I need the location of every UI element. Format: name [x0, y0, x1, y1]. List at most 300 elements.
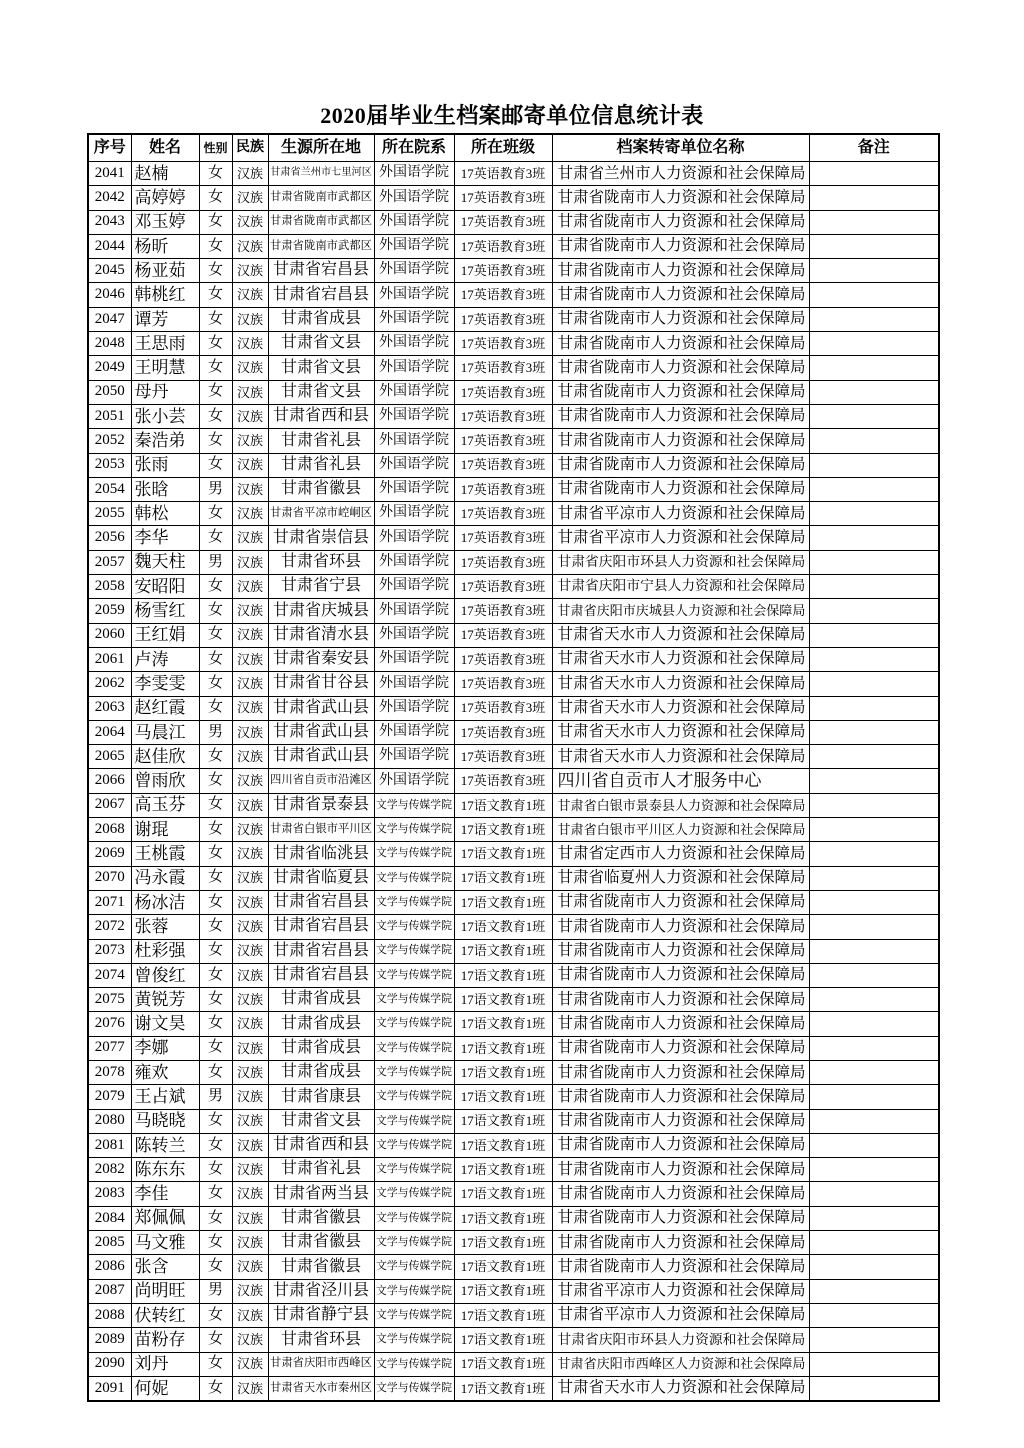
cell-name: 谢琨	[131, 818, 199, 842]
cell-origin: 甘肃省徽县	[268, 1231, 374, 1255]
table-row	[88, 234, 939, 258]
cell-ethnicity: 汉族	[232, 647, 268, 671]
cell-department: 文学与传媒学院	[374, 818, 454, 842]
cell-archive-unit: 甘肃省陇南市人力资源和社会保障局	[552, 380, 809, 404]
cell-origin: 甘肃省陇南市武都区	[268, 234, 374, 258]
cell-serial: 2065	[88, 745, 131, 769]
cell-department: 外国语学院	[374, 745, 454, 769]
cell-remarks	[809, 1182, 939, 1206]
cell-ethnicity: 汉族	[232, 526, 268, 550]
cell-gender: 女	[199, 502, 232, 526]
cell-remarks	[809, 1158, 939, 1182]
cell-class: 17英语教育3班	[454, 623, 552, 647]
cell-class: 17语文教育1班	[454, 1133, 552, 1157]
cell-name: 邓玉婷	[131, 210, 199, 234]
table-row	[88, 1085, 939, 1109]
cell-archive-unit: 甘肃省庆阳市庆城县人力资源和社会保障局	[552, 599, 809, 623]
cell-serial: 2041	[88, 162, 131, 186]
col-header-gender: 性别	[199, 134, 232, 162]
cell-serial: 2055	[88, 502, 131, 526]
cell-remarks	[809, 526, 939, 550]
cell-origin: 甘肃省宕昌县	[268, 963, 374, 987]
cell-archive-unit: 甘肃省陇南市人力资源和社会保障局	[552, 453, 809, 477]
table-row	[88, 769, 939, 793]
cell-class: 17语文教育1班	[454, 915, 552, 939]
cell-remarks	[809, 915, 939, 939]
cell-origin: 甘肃省成县	[268, 307, 374, 331]
cell-department: 外国语学院	[374, 720, 454, 744]
cell-archive-unit: 甘肃省陇南市人力资源和社会保障局	[552, 1206, 809, 1230]
cell-remarks	[809, 1109, 939, 1133]
cell-origin: 甘肃省临夏县	[268, 866, 374, 890]
table-row	[88, 939, 939, 963]
cell-remarks	[809, 477, 939, 501]
cell-ethnicity: 汉族	[232, 1279, 268, 1303]
cell-gender: 女	[199, 818, 232, 842]
cell-name: 韩松	[131, 502, 199, 526]
cell-remarks	[809, 1060, 939, 1084]
cell-department: 文学与传媒学院	[374, 1158, 454, 1182]
cell-gender: 女	[199, 793, 232, 817]
cell-remarks	[809, 575, 939, 599]
cell-remarks	[809, 186, 939, 210]
cell-class: 17英语教育3班	[454, 477, 552, 501]
cell-department: 外国语学院	[374, 283, 454, 307]
cell-remarks	[809, 1279, 939, 1303]
cell-archive-unit: 甘肃省临夏州人力资源和社会保障局	[552, 866, 809, 890]
cell-department: 外国语学院	[374, 696, 454, 720]
cell-gender: 女	[199, 429, 232, 453]
cell-archive-unit: 甘肃省平凉市人力资源和社会保障局	[552, 1303, 809, 1327]
cell-department: 外国语学院	[374, 332, 454, 356]
cell-serial: 2064	[88, 720, 131, 744]
table-row	[88, 259, 939, 283]
cell-remarks	[809, 332, 939, 356]
cell-class: 17英语教育3班	[454, 672, 552, 696]
cell-remarks	[809, 1133, 939, 1157]
cell-name: 张含	[131, 1255, 199, 1279]
cell-name: 安昭阳	[131, 575, 199, 599]
cell-ethnicity: 汉族	[232, 332, 268, 356]
cell-archive-unit: 甘肃省陇南市人力资源和社会保障局	[552, 915, 809, 939]
cell-archive-unit: 甘肃省平凉市人力资源和社会保障局	[552, 502, 809, 526]
cell-name: 高婷婷	[131, 186, 199, 210]
cell-origin: 甘肃省宕昌县	[268, 939, 374, 963]
cell-archive-unit: 甘肃省天水市人力资源和社会保障局	[552, 720, 809, 744]
table-row	[88, 356, 939, 380]
cell-name: 赵红霞	[131, 696, 199, 720]
cell-archive-unit: 甘肃省天水市人力资源和社会保障局	[552, 1376, 809, 1401]
cell-remarks	[809, 404, 939, 428]
cell-class: 17英语教育3班	[454, 526, 552, 550]
table-row	[88, 1303, 939, 1327]
cell-origin: 甘肃省文县	[268, 1109, 374, 1133]
cell-archive-unit: 甘肃省陇南市人力资源和社会保障局	[552, 259, 809, 283]
cell-archive-unit: 甘肃省陇南市人力资源和社会保障局	[552, 477, 809, 501]
cell-origin: 甘肃省成县	[268, 988, 374, 1012]
cell-origin: 甘肃省泾川县	[268, 1279, 374, 1303]
cell-name: 陈东东	[131, 1158, 199, 1182]
cell-archive-unit: 甘肃省陇南市人力资源和社会保障局	[552, 1158, 809, 1182]
cell-ethnicity: 汉族	[232, 1182, 268, 1206]
cell-origin: 甘肃省秦安县	[268, 647, 374, 671]
cell-department: 文学与传媒学院	[374, 1182, 454, 1206]
cell-department: 文学与传媒学院	[374, 1376, 454, 1401]
cell-archive-unit: 甘肃省陇南市人力资源和社会保障局	[552, 1060, 809, 1084]
cell-ethnicity: 汉族	[232, 259, 268, 283]
cell-archive-unit: 甘肃省陇南市人力资源和社会保障局	[552, 1085, 809, 1109]
cell-name: 冯永霞	[131, 866, 199, 890]
cell-class: 17语文教育1班	[454, 1109, 552, 1133]
table-row	[88, 502, 939, 526]
cell-ethnicity: 汉族	[232, 1133, 268, 1157]
cell-gender: 女	[199, 526, 232, 550]
cell-ethnicity: 汉族	[232, 745, 268, 769]
cell-gender: 女	[199, 1206, 232, 1230]
cell-name: 王占斌	[131, 1085, 199, 1109]
table-row	[88, 210, 939, 234]
cell-archive-unit: 甘肃省陇南市人力资源和社会保障局	[552, 1182, 809, 1206]
cell-origin: 甘肃省宕昌县	[268, 890, 374, 914]
cell-ethnicity: 汉族	[232, 307, 268, 331]
cell-gender: 男	[199, 720, 232, 744]
cell-origin: 甘肃省宁县	[268, 575, 374, 599]
cell-name: 韩桃红	[131, 283, 199, 307]
cell-gender: 女	[199, 672, 232, 696]
cell-origin: 甘肃省宕昌县	[268, 915, 374, 939]
cell-serial: 2043	[88, 210, 131, 234]
cell-ethnicity: 汉族	[232, 1158, 268, 1182]
cell-remarks	[809, 818, 939, 842]
cell-class: 17语文教育1班	[454, 818, 552, 842]
cell-gender: 女	[199, 356, 232, 380]
cell-serial: 2089	[88, 1328, 131, 1352]
cell-remarks	[809, 210, 939, 234]
col-header-department: 所在院系	[374, 134, 454, 162]
cell-name: 黄锐芳	[131, 988, 199, 1012]
cell-class: 17英语教育3班	[454, 453, 552, 477]
cell-name: 赵楠	[131, 162, 199, 186]
cell-archive-unit: 甘肃省平凉市人力资源和社会保障局	[552, 526, 809, 550]
cell-gender: 女	[199, 234, 232, 258]
cell-origin: 甘肃省徽县	[268, 1206, 374, 1230]
cell-origin: 甘肃省礼县	[268, 429, 374, 453]
cell-serial: 2060	[88, 623, 131, 647]
cell-serial: 2088	[88, 1303, 131, 1327]
cell-name: 尚明旺	[131, 1279, 199, 1303]
cell-serial: 2052	[88, 429, 131, 453]
cell-serial: 2059	[88, 599, 131, 623]
cell-ethnicity: 汉族	[232, 769, 268, 793]
cell-class: 17英语教育3班	[454, 186, 552, 210]
cell-archive-unit: 甘肃省陇南市人力资源和社会保障局	[552, 234, 809, 258]
cell-ethnicity: 汉族	[232, 1036, 268, 1060]
cell-remarks	[809, 599, 939, 623]
cell-serial: 2057	[88, 550, 131, 574]
cell-ethnicity: 汉族	[232, 404, 268, 428]
cell-class: 17英语教育3班	[454, 404, 552, 428]
cell-class: 17语文教育1班	[454, 1036, 552, 1060]
cell-serial: 2075	[88, 988, 131, 1012]
cell-archive-unit: 甘肃省庆阳市西峰区人力资源和社会保障局	[552, 1352, 809, 1376]
table-row	[88, 404, 939, 428]
table-row	[88, 818, 939, 842]
col-header-class: 所在班级	[454, 134, 552, 162]
cell-remarks	[809, 234, 939, 258]
cell-serial: 2066	[88, 769, 131, 793]
cell-class: 17英语教育3班	[454, 429, 552, 453]
cell-origin: 甘肃省环县	[268, 1328, 374, 1352]
cell-ethnicity: 汉族	[232, 1255, 268, 1279]
cell-origin: 甘肃省临洮县	[268, 842, 374, 866]
cell-name: 杨雪红	[131, 599, 199, 623]
table-row	[88, 162, 939, 186]
cell-department: 文学与传媒学院	[374, 842, 454, 866]
cell-origin: 甘肃省西和县	[268, 404, 374, 428]
table-row	[88, 866, 939, 890]
cell-gender: 女	[199, 1303, 232, 1327]
cell-department: 外国语学院	[374, 429, 454, 453]
cell-ethnicity: 汉族	[232, 575, 268, 599]
cell-archive-unit: 甘肃省天水市人力资源和社会保障局	[552, 623, 809, 647]
cell-origin: 甘肃省成县	[268, 1012, 374, 1036]
cell-department: 文学与传媒学院	[374, 963, 454, 987]
cell-remarks	[809, 1328, 939, 1352]
cell-class: 17语文教育1班	[454, 1012, 552, 1036]
cell-class: 17英语教育3班	[454, 575, 552, 599]
cell-ethnicity: 汉族	[232, 672, 268, 696]
cell-department: 文学与传媒学院	[374, 1012, 454, 1036]
cell-origin: 甘肃省陇南市武都区	[268, 210, 374, 234]
table-row	[88, 915, 939, 939]
cell-origin: 甘肃省景泰县	[268, 793, 374, 817]
cell-archive-unit: 甘肃省天水市人力资源和社会保障局	[552, 672, 809, 696]
cell-ethnicity: 汉族	[232, 988, 268, 1012]
cell-archive-unit: 甘肃省陇南市人力资源和社会保障局	[552, 1012, 809, 1036]
cell-remarks	[809, 890, 939, 914]
table-row	[88, 453, 939, 477]
cell-archive-unit: 甘肃省庆阳市环县人力资源和社会保障局	[552, 550, 809, 574]
cell-ethnicity: 汉族	[232, 477, 268, 501]
cell-archive-unit: 甘肃省陇南市人力资源和社会保障局	[552, 429, 809, 453]
cell-archive-unit: 甘肃省陇南市人力资源和社会保障局	[552, 1036, 809, 1060]
cell-gender: 女	[199, 380, 232, 404]
cell-archive-unit: 甘肃省陇南市人力资源和社会保障局	[552, 307, 809, 331]
cell-class: 17英语教育3班	[454, 550, 552, 574]
cell-remarks	[809, 720, 939, 744]
cell-serial: 2071	[88, 890, 131, 914]
table-row	[88, 477, 939, 501]
cell-origin: 甘肃省文县	[268, 332, 374, 356]
cell-origin: 甘肃省崇信县	[268, 526, 374, 550]
cell-serial: 2044	[88, 234, 131, 258]
cell-serial: 2081	[88, 1133, 131, 1157]
cell-ethnicity: 汉族	[232, 963, 268, 987]
cell-gender: 女	[199, 332, 232, 356]
cell-name: 曾俊红	[131, 963, 199, 987]
table-row	[88, 429, 939, 453]
cell-name: 马晓晓	[131, 1109, 199, 1133]
cell-serial: 2050	[88, 380, 131, 404]
cell-ethnicity: 汉族	[232, 283, 268, 307]
cell-archive-unit: 甘肃省陇南市人力资源和社会保障局	[552, 1109, 809, 1133]
cell-ethnicity: 汉族	[232, 1109, 268, 1133]
cell-department: 外国语学院	[374, 526, 454, 550]
cell-serial: 2074	[88, 963, 131, 987]
cell-archive-unit: 甘肃省白银市景泰县人力资源和社会保障局	[552, 793, 809, 817]
cell-gender: 男	[199, 550, 232, 574]
cell-name: 谭芳	[131, 307, 199, 331]
cell-serial: 2046	[88, 283, 131, 307]
cell-name: 杨冰洁	[131, 890, 199, 914]
page-title: 2020届毕业生档案邮寄单位信息统计表	[320, 103, 704, 128]
table-row	[88, 1231, 939, 1255]
cell-gender: 女	[199, 1328, 232, 1352]
cell-class: 17语文教育1班	[454, 1279, 552, 1303]
cell-class: 17语文教育1班	[454, 1206, 552, 1230]
cell-name: 曾雨欣	[131, 769, 199, 793]
cell-gender: 女	[199, 890, 232, 914]
cell-ethnicity: 汉族	[232, 1060, 268, 1084]
cell-department: 外国语学院	[374, 769, 454, 793]
cell-origin: 甘肃省陇南市武都区	[268, 186, 374, 210]
col-header-name: 姓名	[131, 134, 199, 162]
cell-origin: 甘肃省静宁县	[268, 1303, 374, 1327]
cell-archive-unit: 甘肃省陇南市人力资源和社会保障局	[552, 332, 809, 356]
cell-serial: 2054	[88, 477, 131, 501]
cell-class: 17英语教育3班	[454, 502, 552, 526]
table-row	[88, 1133, 939, 1157]
cell-serial: 2086	[88, 1255, 131, 1279]
cell-department: 外国语学院	[374, 647, 454, 671]
cell-class: 17英语教育3班	[454, 769, 552, 793]
cell-name: 马晨江	[131, 720, 199, 744]
cell-gender: 女	[199, 696, 232, 720]
cell-archive-unit: 甘肃省陇南市人力资源和社会保障局	[552, 988, 809, 1012]
cell-origin: 甘肃省庆城县	[268, 599, 374, 623]
cell-ethnicity: 汉族	[232, 1303, 268, 1327]
table-row	[88, 793, 939, 817]
cell-remarks	[809, 502, 939, 526]
cell-class: 17英语教育3班	[454, 162, 552, 186]
cell-gender: 女	[199, 1158, 232, 1182]
cell-origin: 甘肃省礼县	[268, 453, 374, 477]
cell-serial: 2078	[88, 1060, 131, 1084]
cell-name: 李雯雯	[131, 672, 199, 696]
cell-department: 文学与传媒学院	[374, 1328, 454, 1352]
table-row	[88, 647, 939, 671]
cell-ethnicity: 汉族	[232, 696, 268, 720]
cell-archive-unit: 甘肃省陇南市人力资源和社会保障局	[552, 210, 809, 234]
cell-name: 李华	[131, 526, 199, 550]
cell-class: 17语文教育1班	[454, 1352, 552, 1376]
cell-class: 17英语教育3班	[454, 720, 552, 744]
cell-gender: 女	[199, 453, 232, 477]
cell-serial: 2070	[88, 866, 131, 890]
cell-gender: 女	[199, 1182, 232, 1206]
cell-gender: 女	[199, 1376, 232, 1401]
cell-name: 苗粉存	[131, 1328, 199, 1352]
cell-class: 17语文教育1班	[454, 1085, 552, 1109]
cell-remarks	[809, 356, 939, 380]
cell-archive-unit: 甘肃省陇南市人力资源和社会保障局	[552, 404, 809, 428]
cell-origin: 甘肃省武山县	[268, 696, 374, 720]
table-row	[88, 1279, 939, 1303]
table-row	[88, 1109, 939, 1133]
cell-archive-unit: 甘肃省庆阳市宁县人力资源和社会保障局	[552, 575, 809, 599]
table-row	[88, 307, 939, 331]
cell-name: 赵佳欣	[131, 745, 199, 769]
cell-serial: 2080	[88, 1109, 131, 1133]
table-row	[88, 1060, 939, 1084]
cell-remarks	[809, 866, 939, 890]
cell-ethnicity: 汉族	[232, 890, 268, 914]
cell-name: 李佳	[131, 1182, 199, 1206]
cell-ethnicity: 汉族	[232, 623, 268, 647]
cell-department: 文学与传媒学院	[374, 1279, 454, 1303]
table-row	[88, 842, 939, 866]
cell-gender: 女	[199, 1109, 232, 1133]
cell-ethnicity: 汉族	[232, 1352, 268, 1376]
cell-department: 外国语学院	[374, 259, 454, 283]
cell-gender: 女	[199, 162, 232, 186]
cell-remarks	[809, 550, 939, 574]
cell-ethnicity: 汉族	[232, 866, 268, 890]
cell-remarks	[809, 939, 939, 963]
cell-serial: 2085	[88, 1231, 131, 1255]
cell-department: 文学与传媒学院	[374, 793, 454, 817]
cell-name: 王红娟	[131, 623, 199, 647]
cell-remarks	[809, 745, 939, 769]
cell-origin: 甘肃省环县	[268, 550, 374, 574]
cell-department: 外国语学院	[374, 550, 454, 574]
cell-name: 雍欢	[131, 1060, 199, 1084]
cell-origin: 甘肃省天水市秦州区	[268, 1376, 374, 1401]
cell-serial: 2058	[88, 575, 131, 599]
cell-department: 外国语学院	[374, 623, 454, 647]
cell-gender: 女	[199, 1133, 232, 1157]
cell-serial: 2068	[88, 818, 131, 842]
cell-gender: 女	[199, 1255, 232, 1279]
cell-name: 刘丹	[131, 1352, 199, 1376]
cell-gender: 女	[199, 963, 232, 987]
table-row	[88, 283, 939, 307]
cell-serial: 2082	[88, 1158, 131, 1182]
cell-name: 张雨	[131, 453, 199, 477]
cell-serial: 2062	[88, 672, 131, 696]
table-row	[88, 696, 939, 720]
col-header-ethnicity: 民族	[232, 134, 268, 162]
cell-class: 17语文教育1班	[454, 1182, 552, 1206]
cell-class: 17语文教育1班	[454, 988, 552, 1012]
cell-remarks	[809, 623, 939, 647]
cell-serial: 2076	[88, 1012, 131, 1036]
table-row	[88, 745, 939, 769]
cell-serial: 2053	[88, 453, 131, 477]
cell-archive-unit: 甘肃省陇南市人力资源和社会保障局	[552, 963, 809, 987]
table-row	[88, 623, 939, 647]
cell-ethnicity: 汉族	[232, 720, 268, 744]
table-row	[88, 1158, 939, 1182]
cell-department: 文学与传媒学院	[374, 915, 454, 939]
cell-archive-unit: 甘肃省陇南市人力资源和社会保障局	[552, 283, 809, 307]
cell-serial: 2090	[88, 1352, 131, 1376]
cell-class: 17英语教育3班	[454, 647, 552, 671]
table-row	[88, 1376, 939, 1401]
cell-class: 17英语教育3班	[454, 283, 552, 307]
cell-serial: 2084	[88, 1206, 131, 1230]
cell-serial: 2063	[88, 696, 131, 720]
